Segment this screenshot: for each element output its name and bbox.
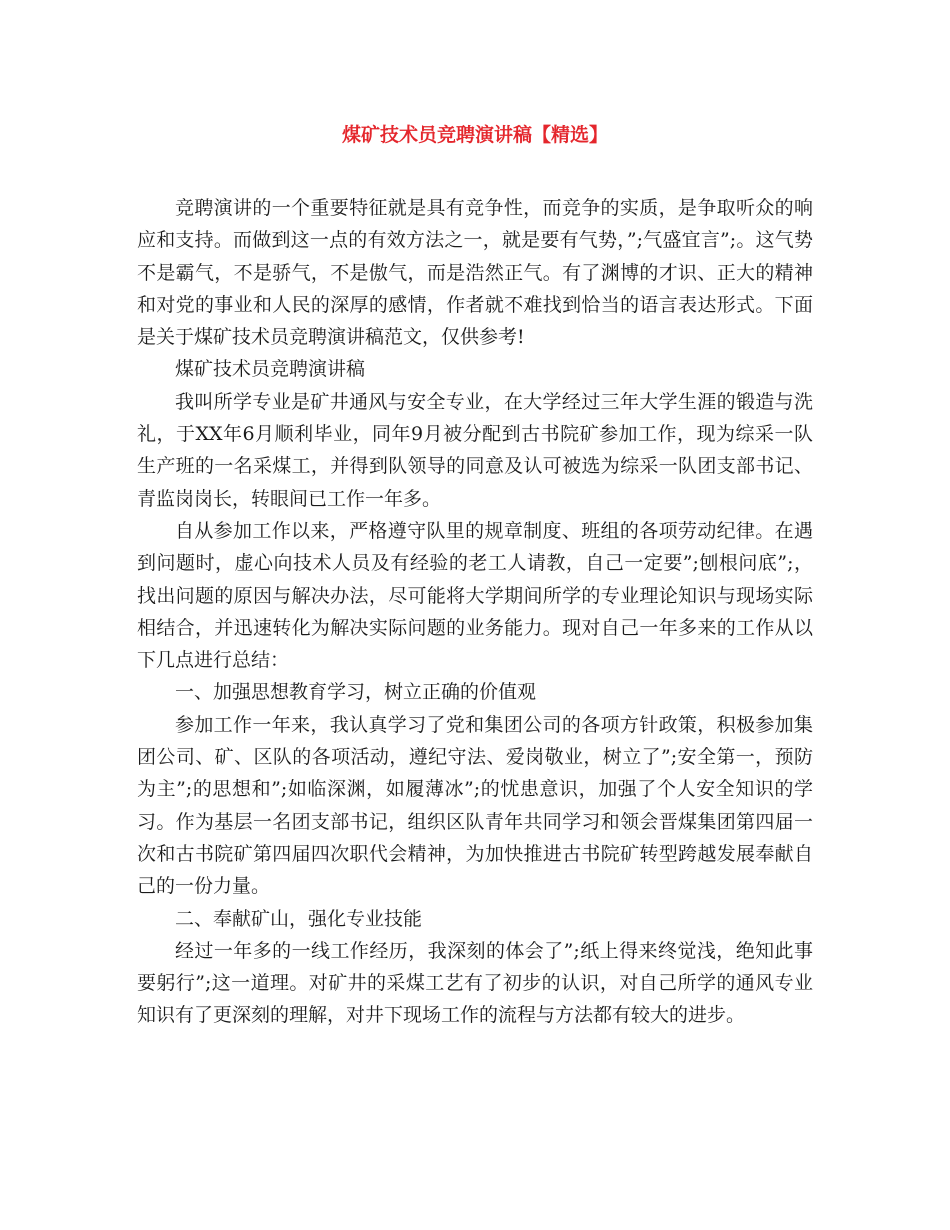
- document-body: [137, 192, 813, 1032]
- document-title: 煤矿技术员竞聘演讲稿【精选】: [341, 124, 608, 146]
- paragraph-section-2: 经过一年多的一线工作经历，我深刻的体会了”;纸上得来终觉浅，绝知此事要躬行”;这一道理。对矿井的采煤工艺有了初步的认识，对自己所学的通风专业知识有了更深刻的理解，对井下现场工作的流程与方法都有较大的进步。: [137, 939, 813, 1027]
- paragraph-work-attitude: 自从参加工作以来，严格遵守队里的规章制度、班组的各项劳动纪律。在遇到问题时，虚心向技术人员及有经验的老工人请教，自己一定要”;刨根问底”;，找出问题的原因与解决办法，尽可能将大学期间所学的专业理论知识与现场实际相结合，并迅速转化为解决实际问题的业务能力。现对自己一年多来的工作从以下几点进行总结：: [137, 519, 813, 672]
- section-heading-1: 一、加强思想教育学习，树立正确的价值观: [175, 681, 537, 704]
- section-heading-2: 二、奉献矿山，强化专业技能: [175, 907, 423, 930]
- paragraph-intro: 竞聘演讲的一个重要特征就是具有竞争性，而竞争的实质，是争取听众的响应和支持。而做到这一点的有效方法之一，就是要有气势，”;气盛宜言”;。这气势不是霸气，不是骄气，不是傲气，而是浩然正气。有了渊博的才识、正大的精神和对党的事业和人民的深厚的感情，作者就不难找到恰当的语言表达形式。下面是关于煤矿技术员竞聘演讲稿范文，仅供参考!: [137, 197, 813, 349]
- paragraph-subtitle: 煤矿技术员竞聘演讲稿: [175, 358, 366, 381]
- paragraph-self-introduction: 我叫所学专业是矿井通风与安全专业，在大学经过三年大学生涯的锻造与洗礼，于XX年6月顺利毕业，同年9月被分配到古书院矿参加工作，现为综采一队生产班的一名采煤工，并得到队领导的同意及认可被选为综采一队团支部书记、青监岗岗长，转眼间已工作一年多。: [137, 390, 813, 510]
- paragraph-section-1: 参加工作一年来，我认真学习了党和集团公司的各项方针政策，积极参加集团公司、矿、区队的各项活动，遵纪守法、爱岗敬业，树立了”;安全第一，预防为主”;的思想和”;如临深渊，如履薄冰”;的忧患意识，加强了个人安全知识的学习。作为基层一名团支部书记，组织区队青年共同学习和领会晋煤集团第四届一次和古书院矿第四届四次职代会精神，为加快推进古书院矿转型跨越发展奉献自己的一份力量。: [137, 713, 813, 898]
